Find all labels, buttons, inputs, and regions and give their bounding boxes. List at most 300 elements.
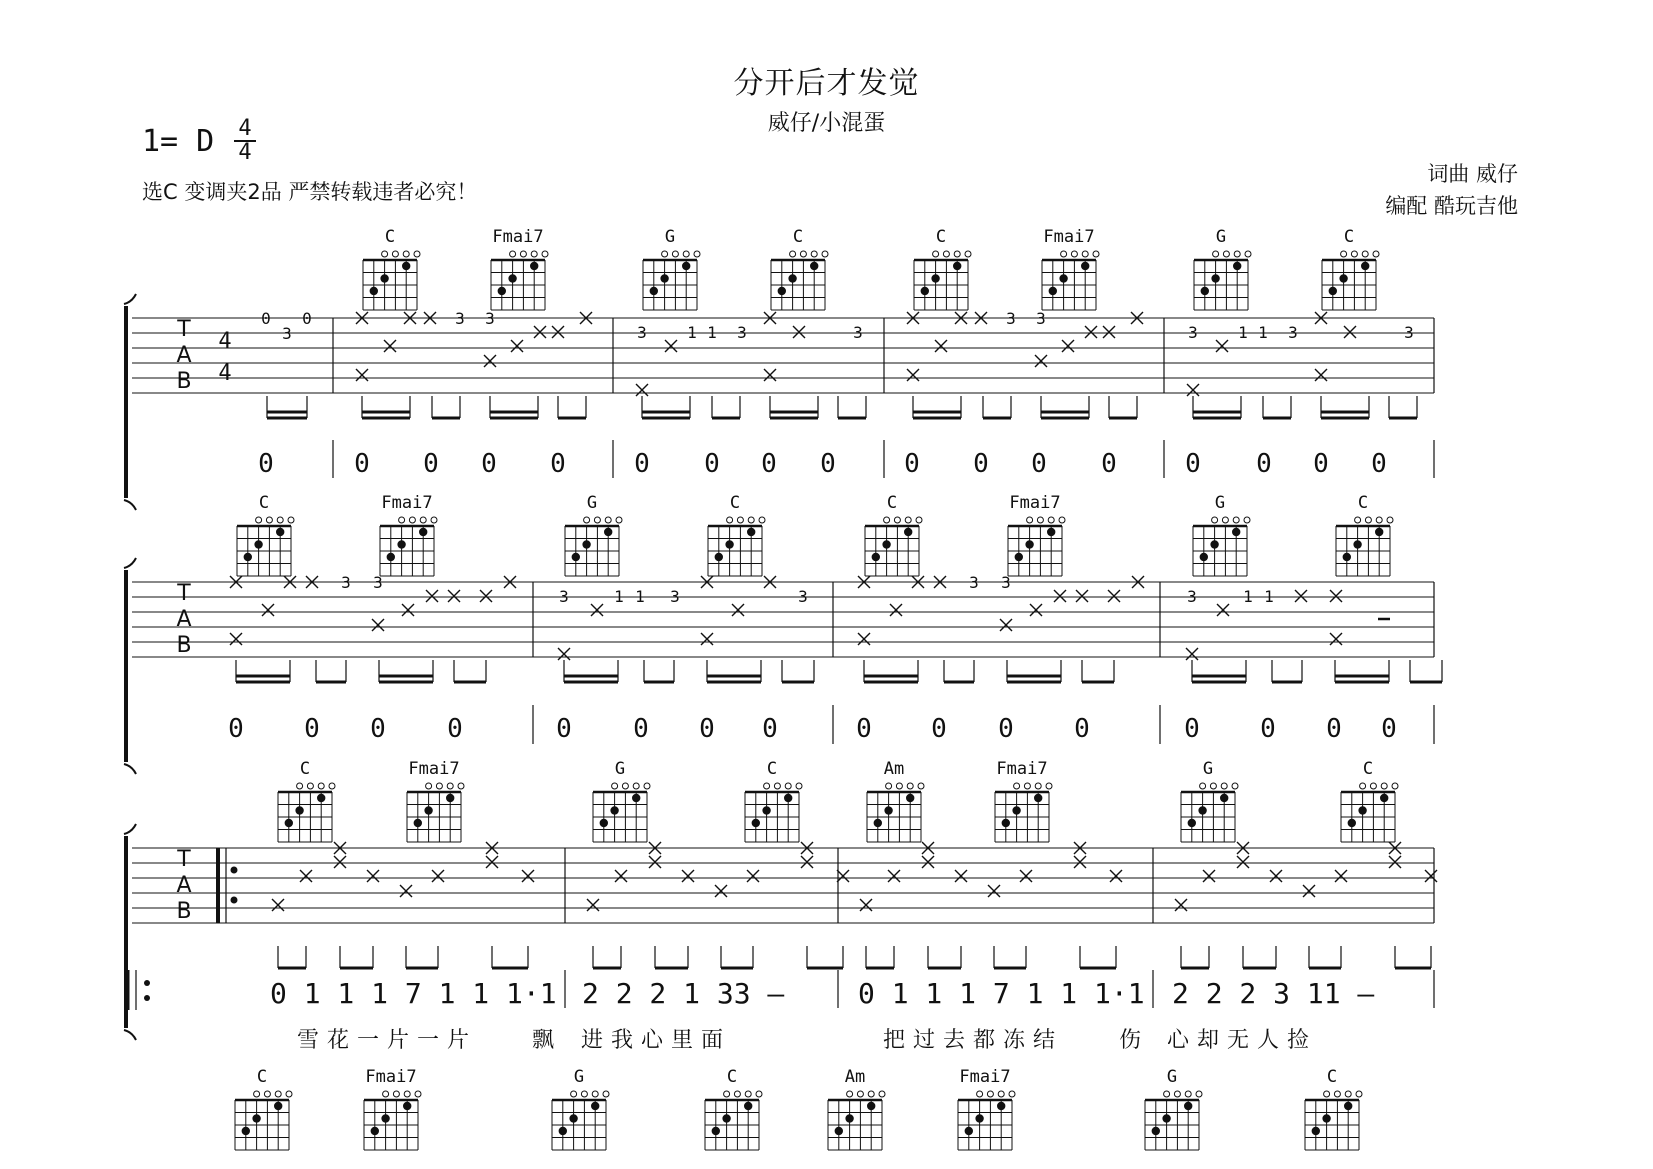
chord-open-marker	[1009, 1091, 1015, 1097]
tab-clef-letter: B	[176, 369, 192, 394]
tab-fret-digit: 1	[1264, 587, 1274, 606]
chord-finger-dot	[884, 806, 892, 814]
jianpu-rest: 0	[1185, 449, 1201, 479]
chord-finger-dot	[1210, 540, 1218, 548]
bracket-bottom-curl	[124, 500, 136, 510]
tab-fret-digit: 3	[1001, 573, 1011, 592]
chord-finger-dot	[747, 528, 755, 536]
chord-finger-dot	[1025, 540, 1033, 548]
jianpu-rest: 0	[1371, 449, 1387, 479]
chord-name: C	[935, 227, 947, 247]
chord-finger-dot	[530, 262, 538, 270]
chord-finger-dot	[712, 1127, 720, 1135]
chord-finger-dot	[242, 1127, 250, 1135]
jianpu-rest: 0	[481, 449, 497, 479]
chord-open-marker	[633, 783, 639, 789]
chord-open-marker	[256, 517, 262, 523]
chord-open-marker	[1392, 783, 1398, 789]
tab-fret-digit: 1	[635, 587, 645, 606]
chord-open-marker	[415, 1091, 421, 1097]
chord-name: C	[729, 493, 741, 513]
chord-finger-dot	[1375, 528, 1383, 536]
chord-open-marker	[918, 783, 924, 789]
tab-fret-digit: 3	[485, 309, 495, 328]
lyric-text: 雪花一片一片	[297, 1028, 478, 1053]
chord-finger-dot	[498, 287, 506, 295]
chord-name: G	[1214, 493, 1226, 513]
chord-open-marker	[431, 517, 437, 523]
tab-fret-digit: 3	[455, 309, 465, 328]
chord-open-marker	[1370, 783, 1376, 789]
jianpu-rest: 0	[1260, 714, 1276, 744]
chord-name: G	[614, 759, 626, 779]
chord-name: C	[886, 493, 898, 513]
jianpu-rest: 0	[1326, 714, 1342, 744]
chord-open-marker	[977, 1091, 983, 1097]
chord-open-marker	[683, 251, 689, 257]
chord-open-marker	[662, 251, 668, 257]
chord-finger-dot	[274, 1102, 282, 1110]
chord-open-marker	[584, 517, 590, 523]
tab-clef-letter: T	[177, 847, 191, 872]
time-signature-top: 4	[238, 116, 252, 141]
chord-open-marker	[404, 1091, 410, 1097]
chord-finger-dot	[317, 794, 325, 802]
chord-name: C	[766, 759, 778, 779]
chord-open-marker	[894, 517, 900, 523]
tab-clef-letter: T	[177, 317, 191, 342]
chord-name: C	[384, 227, 396, 247]
chord-open-marker	[694, 251, 700, 257]
jianpu-rest: 0	[370, 714, 386, 744]
chord-open-marker	[571, 1091, 577, 1097]
chord-finger-dot	[953, 262, 961, 270]
chord-open-marker	[1381, 783, 1387, 789]
chord-open-marker	[307, 783, 313, 789]
chord-open-marker	[933, 251, 939, 257]
jianpu-rest: 0	[550, 449, 566, 479]
jianpu-rest: 0	[1101, 449, 1117, 479]
chord-open-marker	[1345, 1091, 1351, 1097]
bracket-top-curl	[124, 558, 136, 568]
tab-fret-digit: 0	[302, 309, 312, 328]
chord-open-marker	[1048, 517, 1054, 523]
chord-open-marker	[1387, 517, 1393, 523]
chord-name: C	[256, 1067, 268, 1087]
key-signature: 1= D	[142, 124, 215, 159]
chord-finger-dot	[874, 819, 882, 827]
chord-open-marker	[581, 1091, 587, 1097]
chord-open-marker	[403, 251, 409, 257]
chord-finger-dot	[414, 819, 422, 827]
chord-open-marker	[756, 1091, 762, 1097]
chord-finger-dot	[402, 262, 410, 270]
chord-name: Fmai7	[1009, 493, 1061, 513]
jianpu-rest: 0	[931, 714, 947, 744]
chord-open-marker	[785, 783, 791, 789]
chord-open-marker	[399, 517, 405, 523]
chord-open-marker	[886, 783, 892, 789]
chord-finger-dot	[1344, 1102, 1352, 1110]
chord-finger-dot	[867, 1102, 875, 1110]
tab-fret-digit: 1	[1243, 587, 1253, 606]
jianpu-rest: 0	[998, 714, 1014, 744]
chord-name: Fmai7	[959, 1067, 1011, 1087]
chord-name: G	[1215, 227, 1227, 247]
jianpu-melody: 0 1 1 1 7 1 1 1·1	[270, 977, 557, 1010]
chord-open-marker	[297, 783, 303, 789]
chord-finger-dot	[244, 553, 252, 561]
chord-open-marker	[672, 251, 678, 257]
tab-time-bottom: 4	[218, 361, 232, 386]
chord-finger-dot	[1353, 540, 1361, 548]
chord-finger-dot	[845, 1114, 853, 1122]
chord-finger-dot	[569, 1114, 577, 1122]
chord-open-marker	[905, 517, 911, 523]
chord-finger-dot	[682, 262, 690, 270]
chord-open-marker	[868, 1091, 874, 1097]
chord-finger-dot	[788, 274, 796, 282]
tab-fret-digit: 3	[637, 323, 647, 342]
chord-finger-dot	[1361, 262, 1369, 270]
chord-finger-dot	[591, 1102, 599, 1110]
chord-finger-dot	[835, 1127, 843, 1135]
chord-open-marker	[594, 517, 600, 523]
chord-finger-dot	[1198, 806, 1206, 814]
chord-open-marker	[286, 1091, 292, 1097]
chord-open-marker	[916, 517, 922, 523]
chord-finger-dot	[252, 1114, 260, 1122]
chord-finger-dot	[559, 1127, 567, 1135]
chord-open-marker	[1360, 783, 1366, 789]
chord-finger-dot	[744, 1102, 752, 1110]
chord-open-marker	[644, 783, 650, 789]
lyric-text: 进我心里面	[581, 1028, 732, 1053]
chord-finger-dot	[1312, 1127, 1320, 1135]
chord-name: G	[664, 227, 676, 247]
song-title: 分开后才发觉	[733, 66, 920, 101]
chord-open-marker	[1234, 251, 1240, 257]
jianpu-rest: 0	[354, 449, 370, 479]
tab-clef-letter: A	[176, 607, 192, 632]
chord-open-marker	[737, 517, 743, 523]
chord-name: Fmai7	[408, 759, 460, 779]
chord-finger-dot	[600, 819, 608, 827]
chord-finger-dot	[1233, 262, 1241, 270]
tab-clef-letter: T	[177, 581, 191, 606]
tab-fret-digit: 3	[1404, 323, 1414, 342]
chord-open-marker	[603, 1091, 609, 1097]
jianpu-rest: 0	[762, 714, 778, 744]
chord-open-marker	[592, 1091, 598, 1097]
chord-open-marker	[458, 783, 464, 789]
jianpu-melody: 2 2 2 3 11 –	[1172, 977, 1375, 1010]
chord-open-marker	[1245, 251, 1251, 257]
chord-open-marker	[796, 783, 802, 789]
bracket-top-curl	[124, 294, 136, 304]
jianpu-rest: 0	[856, 714, 872, 744]
chord-finger-dot	[752, 819, 760, 827]
chord-finger-dot	[572, 553, 580, 561]
chord-open-marker	[987, 1091, 993, 1097]
tab-fret-digit: 3	[341, 573, 351, 592]
chord-name: C	[1357, 493, 1369, 513]
tab-fret-digit: 3	[1006, 309, 1016, 328]
chord-name: Fmai7	[492, 227, 544, 247]
chord-finger-dot	[254, 540, 262, 548]
chord-open-marker	[1376, 517, 1382, 523]
chord-name: Fmai7	[365, 1067, 417, 1087]
repeat-dot	[231, 897, 238, 904]
tab-fret-digit: 3	[1188, 323, 1198, 342]
chord-open-marker	[288, 517, 294, 523]
tab-fret-digit: 0	[261, 309, 271, 328]
chord-finger-dot	[1047, 528, 1055, 536]
chord-open-marker	[616, 517, 622, 523]
chord-open-marker	[510, 251, 516, 257]
tab-fret-digit: 3	[282, 324, 292, 343]
chord-name: G	[573, 1067, 585, 1087]
chord-open-marker	[774, 783, 780, 789]
jianpu-melody: 0 1 1 1 7 1 1 1·1	[858, 977, 1145, 1010]
chord-finger-dot	[650, 287, 658, 295]
bracket-bottom-curl	[124, 1030, 136, 1040]
chord-open-marker	[857, 1091, 863, 1097]
chord-open-marker	[790, 251, 796, 257]
chord-finger-dot	[715, 553, 723, 561]
chord-name: C	[1362, 759, 1374, 779]
time-signature-bottom: 4	[238, 140, 252, 165]
chord-open-marker	[542, 251, 548, 257]
jianpu-rest: 0	[761, 449, 777, 479]
jianpu-rest: 0	[634, 449, 650, 479]
chord-name: G	[1202, 759, 1214, 779]
chord-open-marker	[1334, 1091, 1340, 1097]
song-subtitle: 威仔/小混蛋	[767, 111, 886, 136]
chord-name: C	[1326, 1067, 1338, 1087]
chord-open-marker	[1027, 517, 1033, 523]
chord-open-marker	[1221, 783, 1227, 789]
chord-finger-dot	[381, 1114, 389, 1122]
chord-finger-dot	[1012, 806, 1020, 814]
chord-open-marker	[965, 251, 971, 257]
chord-finger-dot	[1322, 1114, 1330, 1122]
chord-open-marker	[622, 783, 628, 789]
lyric-text: 心却无人捡	[1167, 1028, 1318, 1053]
tab-fret-digit: 3	[1187, 587, 1197, 606]
jianpu-rest: 0	[304, 714, 320, 744]
tab-fret-digit: 3	[737, 323, 747, 342]
chord-finger-dot	[285, 819, 293, 827]
jianpu-rest: 0	[258, 449, 274, 479]
chord-open-marker	[420, 517, 426, 523]
chord-open-marker	[426, 783, 432, 789]
chord-open-marker	[392, 251, 398, 257]
chord-open-marker	[1222, 517, 1228, 523]
chord-finger-dot	[1184, 1102, 1192, 1110]
lyric-text: 把过去都冻结	[883, 1028, 1064, 1053]
chord-open-marker	[1356, 1091, 1362, 1097]
tab-fret-digit: 3	[559, 587, 569, 606]
chord-open-marker	[1212, 517, 1218, 523]
chord-open-marker	[800, 251, 806, 257]
tab-fret-digit: 3	[1036, 309, 1046, 328]
chord-finger-dot	[1162, 1114, 1170, 1122]
chord-open-marker	[1341, 251, 1347, 257]
chord-finger-dot	[975, 1114, 983, 1122]
tab-fret-digit: 3	[373, 573, 383, 592]
chord-open-marker	[1164, 1091, 1170, 1097]
chord-name: Am	[844, 1067, 866, 1087]
chord-open-marker	[1210, 783, 1216, 789]
tab-fret-digit: 3	[1288, 323, 1298, 342]
chord-name: C	[1343, 227, 1355, 247]
chord-open-marker	[1024, 783, 1030, 789]
jianpu-rest: 0	[1184, 714, 1200, 744]
chord-open-marker	[1046, 783, 1052, 789]
tab-fret-digit: 1	[707, 323, 717, 342]
chord-name: G	[586, 493, 598, 513]
chord-open-marker	[1082, 251, 1088, 257]
chord-open-marker	[1037, 517, 1043, 523]
chord-finger-dot	[1329, 287, 1337, 295]
chord-open-marker	[520, 251, 526, 257]
chord-name: Am	[883, 759, 905, 779]
chord-open-marker	[1244, 517, 1250, 523]
chord-name: C	[792, 227, 804, 247]
chord-finger-dot	[997, 1102, 1005, 1110]
chord-open-marker	[318, 783, 324, 789]
chord-open-marker	[1200, 783, 1206, 789]
tab-fret-digit: 3	[798, 587, 808, 606]
chord-finger-dot	[1034, 794, 1042, 802]
chord-open-marker	[382, 251, 388, 257]
chord-name: C	[299, 759, 311, 779]
repeat-dot	[231, 867, 238, 874]
chord-finger-dot	[872, 553, 880, 561]
chord-open-marker	[409, 517, 415, 523]
chord-finger-dot	[904, 528, 912, 536]
jianpu-rest: 0	[1381, 714, 1397, 744]
chord-open-marker	[954, 251, 960, 257]
chord-name: Fmai7	[1043, 227, 1095, 247]
chord-open-marker	[1071, 251, 1077, 257]
jianpu-rest: 0	[904, 449, 920, 479]
chord-finger-dot	[1015, 553, 1023, 561]
chord-finger-dot	[778, 287, 786, 295]
jianpu-rest: 0	[1074, 714, 1090, 744]
chord-open-marker	[1365, 517, 1371, 523]
chord-finger-dot	[762, 806, 770, 814]
chord-open-marker	[1362, 251, 1368, 257]
jianpu-rest: 0	[699, 714, 715, 744]
credit-arrangement: 编配 酷玩吉他	[1385, 194, 1518, 218]
chord-open-marker	[1351, 251, 1357, 257]
chord-finger-dot	[725, 540, 733, 548]
bracket-bottom-curl	[124, 764, 136, 774]
tab-clef-letter: B	[176, 633, 192, 658]
chord-name: Fmai7	[381, 493, 433, 513]
tab-fret-digit: 3	[670, 587, 680, 606]
chord-finger-dot	[810, 262, 818, 270]
chord-finger-dot	[295, 806, 303, 814]
chord-finger-dot	[660, 274, 668, 282]
chord-open-marker	[724, 1091, 730, 1097]
tab-fret-digit: 1	[1238, 323, 1248, 342]
tab-clef-letter: A	[176, 343, 192, 368]
chord-finger-dot	[1232, 528, 1240, 536]
chord-open-marker	[447, 783, 453, 789]
chord-open-marker	[1174, 1091, 1180, 1097]
chord-finger-dot	[1211, 274, 1219, 282]
chord-finger-dot	[1188, 819, 1196, 827]
jianpu-rest: 0	[633, 714, 649, 744]
credit-lyrics: 词曲 威仔	[1427, 162, 1518, 186]
chord-finger-dot	[1059, 274, 1067, 282]
chord-open-marker	[822, 251, 828, 257]
chord-finger-dot	[965, 1127, 973, 1135]
chord-open-marker	[759, 517, 765, 523]
jianpu-rest: 0	[1256, 449, 1272, 479]
lyric-text: 飘	[532, 1028, 563, 1053]
chord-finger-dot	[424, 806, 432, 814]
tab-fret-digit: 1	[1258, 323, 1268, 342]
chord-open-marker	[727, 517, 733, 523]
chord-finger-dot	[921, 287, 929, 295]
chord-open-marker	[1223, 251, 1229, 257]
chord-open-marker	[811, 251, 817, 257]
chord-open-marker	[734, 1091, 740, 1097]
chord-open-marker	[531, 251, 537, 257]
chord-finger-dot	[610, 806, 618, 814]
chord-finger-dot	[371, 1127, 379, 1135]
chord-finger-dot	[1348, 819, 1356, 827]
chord-open-marker	[275, 1091, 281, 1097]
tab-time-top: 4	[218, 329, 232, 354]
chord-finger-dot	[380, 274, 388, 282]
chord-open-marker	[1373, 251, 1379, 257]
jianpu-rest: 0	[820, 449, 836, 479]
chord-finger-dot	[1220, 794, 1228, 802]
chord-open-marker	[1035, 783, 1041, 789]
tab-fret-digit: 1	[687, 323, 697, 342]
chord-finger-dot	[397, 540, 405, 548]
chord-open-marker	[605, 517, 611, 523]
chord-open-marker	[748, 517, 754, 523]
chord-open-marker	[612, 783, 618, 789]
chord-finger-dot	[1380, 794, 1388, 802]
chord-open-marker	[1185, 1091, 1191, 1097]
chord-open-marker	[1061, 251, 1067, 257]
chord-open-marker	[907, 783, 913, 789]
chord-finger-dot	[632, 794, 640, 802]
chord-finger-dot	[370, 287, 378, 295]
chord-open-marker	[1093, 251, 1099, 257]
chord-finger-dot	[1343, 553, 1351, 561]
chord-finger-dot	[508, 274, 516, 282]
chord-open-marker	[745, 1091, 751, 1097]
chord-finger-dot	[1002, 819, 1010, 827]
chord-open-marker	[383, 1091, 389, 1097]
chord-open-marker	[1324, 1091, 1330, 1097]
chord-open-marker	[1059, 517, 1065, 523]
tab-clef-letter: B	[176, 899, 192, 924]
chord-open-marker	[1014, 783, 1020, 789]
chord-open-marker	[1233, 517, 1239, 523]
jianpu-rest: 0	[1313, 449, 1329, 479]
chord-finger-dot	[387, 553, 395, 561]
chord-finger-dot	[1081, 262, 1089, 270]
